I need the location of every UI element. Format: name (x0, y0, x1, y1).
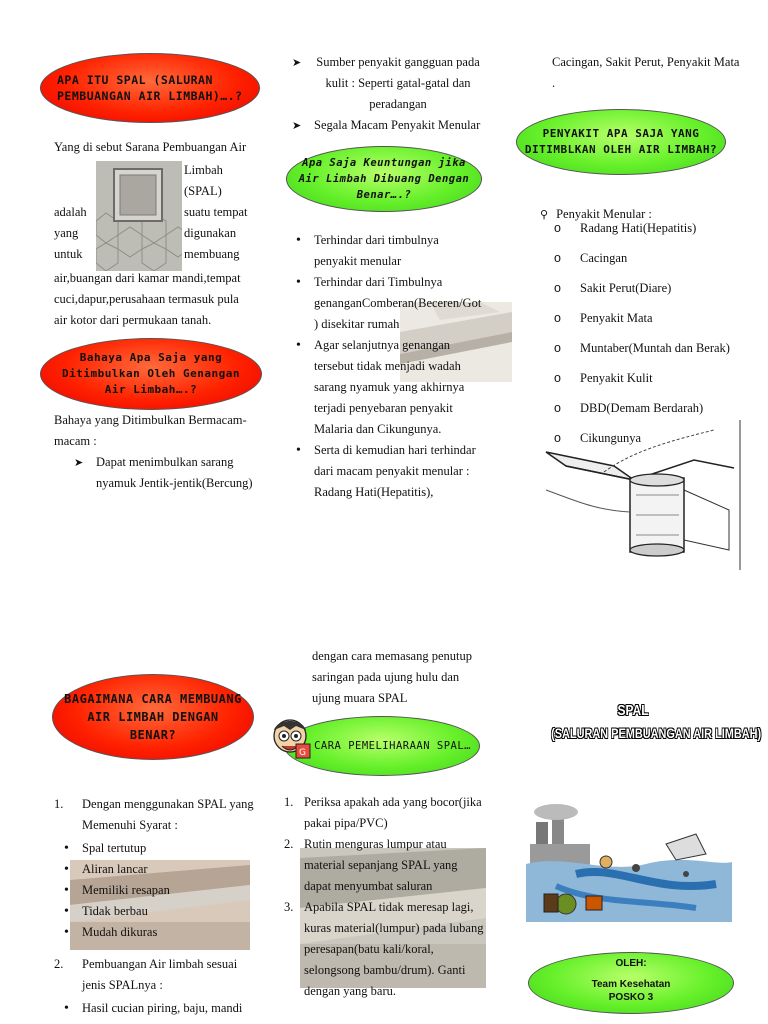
definition-left-words: adalah yang untuk (54, 205, 87, 261)
list-item: • Tidak berbau (60, 901, 250, 922)
list-item: o DBD(Demam Berdarah) (554, 398, 754, 428)
bahaya-intro: Bahaya yang Ditimbulkan Bermacam-macam : (54, 413, 247, 448)
list-item: 2. Rutin menguras lumpur atau material sepanjang SPAL yang dapat menyumbat saluran (284, 837, 458, 893)
step2-list (60, 998, 250, 1019)
continuation-text: Cacingan, Sakit Perut, Penyakit Mata . (552, 55, 740, 90)
list-item: 2. Pembuangan Air limbah sesuai jenis SPALnya : (54, 957, 238, 992)
posko-name: POSKO 3 (608, 991, 654, 1003)
team-name: Team Kesehatan (591, 978, 671, 990)
list-item: • Terhindar dari timbulnya penyakit menular (292, 230, 482, 272)
saringan-text: dengan cara memasang penutup saringan pada ujung hulu dan ujung muara SPAL (312, 649, 473, 705)
syarat-list (60, 838, 250, 943)
spal-cover-photo (96, 161, 182, 271)
cover-title (528, 700, 762, 744)
penyakit-header: ⚲ Penyakit Menular : (540, 207, 652, 221)
list-item: ➤ Dapat menimbulkan sarang nyamuk Jentik-jentik(Bercung) (74, 452, 254, 494)
oleh-label: OLEH: (615, 957, 647, 969)
list-item: 3. Apabila SPAL tidak meresap lagi, kuras material(lumpur) pada lubang peresapan(batu kali/koral, selongsong bambu/drum). Ganti dengan yang baru. (284, 900, 484, 998)
list-item: ➤ Segala Macam Penyakit Menular (292, 115, 482, 136)
list-item: o Cacingan (554, 248, 754, 278)
q5-title-oval (52, 674, 254, 760)
list-item: • Memiliki resapan (60, 880, 250, 901)
q6-title: CARA PEMELIHARAAN SPAL… (314, 740, 471, 752)
list-item: • Hasil cucian piring, baju, mandi (60, 998, 250, 1019)
list-item: • Mudah dikuras (60, 922, 250, 943)
list-item: o Muntaber(Muntah dan Berak) (554, 338, 754, 368)
bahaya-list-1 (74, 452, 254, 494)
keuntungan-list (292, 230, 482, 503)
pollution-illustration (526, 804, 732, 922)
list-item: o Sakit Perut(Diare) (554, 278, 754, 308)
list-item: o Radang Hati(Hepatitis) (554, 218, 754, 248)
spal-sketch-illustration (544, 420, 744, 570)
q3-title: Apa Saja Keuntungan jika Air Limbah Dibuang Dengan Benar….? (298, 157, 470, 201)
q1-title-oval (40, 53, 260, 123)
bullet-icon: ⚲ (540, 208, 549, 221)
q2-title-oval (40, 338, 262, 410)
q4-title-oval (516, 109, 726, 175)
list-item: 1. Periksa apakah ada yang bocor(jika pakai pipa/PVC) (284, 795, 482, 830)
list-item: o Cikungunya (554, 428, 754, 458)
cover-title-line1: SPAL (617, 702, 649, 719)
q1-title: APA ITU SPAL (SALURAN PEMBUANGAN AIR LIMBAH)….? (57, 73, 243, 103)
q2-title: Bahaya Apa Saja yang Ditimbulkan Oleh Genangan Air Limbah….? (61, 351, 241, 396)
list-item: 1. Dengan menggunakan SPAL yang Memenuhi Syarat : (54, 797, 254, 832)
bahaya-list-2 (292, 52, 482, 136)
definition-line1: Yang di sebut Sarana Pembuangan Air (54, 140, 247, 154)
pemeliharaan-list (284, 792, 484, 1002)
cara-list (54, 794, 254, 836)
q5-title: BAGAIMANA CARA MEMBUANG AIR LIMBAH DENGAN BENAR? (64, 692, 242, 742)
list-item: • Serta di kemudian hari terhindar dari macam penyakit menular : Radang Hati(Hepatitis), (292, 440, 482, 503)
list-item: ➤ Sumber penyakit gangguan pada kulit : Seperti gatal-gatal dan peradangan (292, 52, 482, 115)
list-item: • Terhindar dari Timbulnya genanganComberan(Beceren/Got ) disekitar rumah (292, 272, 482, 335)
list-item: o Penyakit Mata (554, 308, 754, 338)
list-item: o Penyakit Kulit (554, 368, 754, 398)
definition-rest: air,buangan dari kamar mandi,tempat cuci,dapur,perusahaan termasuk pula air kotor dari permukaan tanah. (54, 271, 241, 327)
q3-title-oval (286, 146, 482, 212)
oleh-oval (528, 952, 734, 1014)
list-item: • Spal tertutup (60, 838, 250, 859)
list-item: • Agar selanjutnya genangan tersebut tidak menjadi wadah sarang nyamuk yang akhirnya terjadi penyebaran penyakit Malaria dan Cikungunya. (292, 335, 482, 440)
cartoon-mascot-icon (266, 714, 316, 760)
cara-list-2 (54, 954, 254, 996)
svg-text:G: G (299, 748, 306, 758)
list-item: • Aliran lancar (60, 859, 250, 880)
definition-right-words: Limbah (SPAL) suatu tempat digunakan membuang (184, 163, 248, 261)
cover-title-line2: (SALURAN PEMBUANGAN AIR LIMBAH) (551, 725, 762, 741)
q4-title: PENYAKIT APA SAJA YANG DITIMBLKAN OLEH AIR LIMBAH? (524, 127, 718, 156)
